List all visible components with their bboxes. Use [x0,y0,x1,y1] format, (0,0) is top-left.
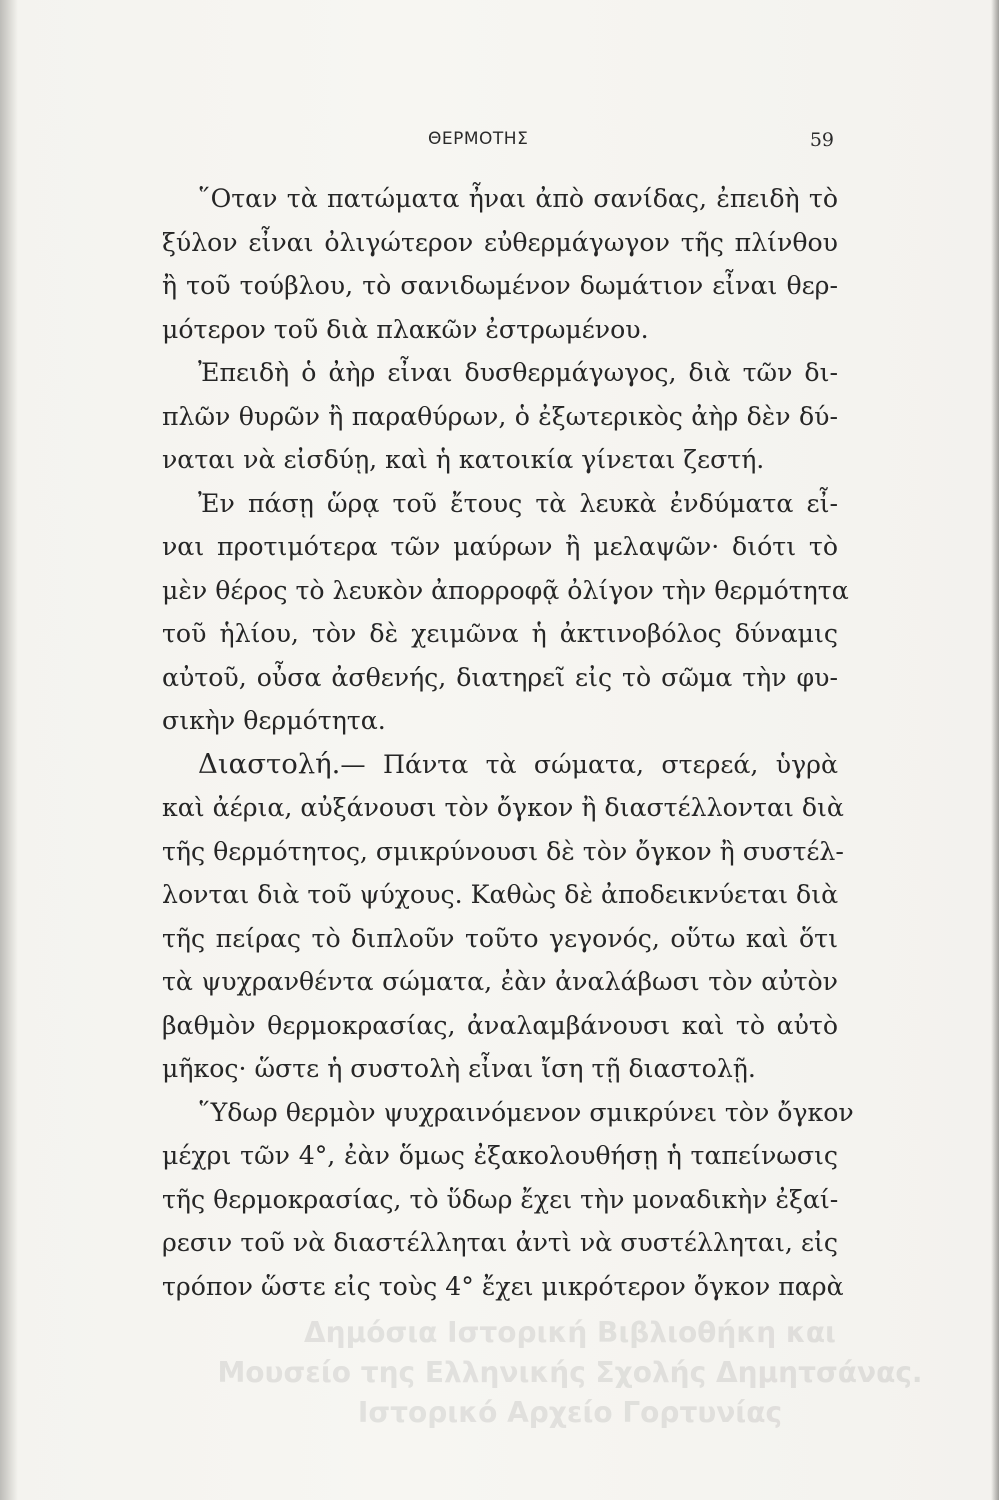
text-line: βαθμὸν θερμοκρασίας, ἀναλαμβάνουσι καὶ τὸ αὐτὸ [162,1010,838,1040]
page-header [166,129,834,159]
text-line: ναται νὰ εἰσδύῃ, καὶ ἡ κατοικία γίνεται ζεστή. [162,445,765,474]
text-line: τοῦ ἡλίου, τὸν δὲ χειμῶνα ἡ ἀκτινοβόλος δύναμις [162,619,838,648]
page-number: 59 [809,129,834,151]
text-line: αὐτοῦ, οὖσα ἀσθενής, διατηρεῖ εἰς τὸ σῶμα τὴν φυ- [162,662,838,692]
section-heading-line [162,743,838,787]
body-text [162,177,854,1308]
watermark-line: Δημόσια Ιστορική Βιβλιοθήκη και [304,1316,836,1349]
watermark-line: Μουσείο της Ελληνικής Σχολής Δημητσάνας. [217,1356,923,1389]
text-line: τῆς θερμοκρασίας, τὸ ὕδωρ ἔχει τὴν μοναδικὴν ἐξαί- [162,1184,839,1214]
text-line: ῞Οταν τὰ πατώματα ἦναι ἀπὸ σανίδας, ἐπειδὴ τὸ [198,184,838,213]
section-heading-continuation: — Πάντα τὰ σώματα, στερεά, ὑγρὰ [340,749,838,779]
text-line: τῆς θερμότητος, σμικρύνουσι δὲ τὸν ὄγκον ἢ συστέλ- [162,836,844,866]
text-line: μότερον τοῦ διὰ πλακῶν ἐστρωμένου. [162,314,649,344]
watermark-line: Ιστορικό Αρχείο Γορτυνίας [357,1396,783,1429]
text-line: τρόπον ὥστε εἰς τοὺς 4° ἔχει μικρότερον ὄγκον παρὰ [162,1271,844,1301]
text-line: Ἐν πάσῃ ὥρᾳ τοῦ ἔτους τὰ λευκὰ ἐνδύματα εἶ- [198,488,838,518]
text-line: μῆκος· ὥστε ἡ συστολὴ εἶναι ἴση τῇ διαστολῇ. [162,1054,756,1083]
text-line: τὰ ψυχρανθέντα σώματα, ἐὰν ἀναλάβωσι τὸν αὐτὸν [162,967,838,996]
text-line: ναι προτιμότερα τῶν μαύρων ἢ μελαψῶν· διότι τὸ [162,532,838,561]
text-line: ρεσιν τοῦ νὰ διαστέλληται ἀντὶ νὰ συστέλληται, εἰς [162,1228,838,1257]
text-line: τῆς πείρας τὸ διπλοῦν τοῦτο γεγονός, οὕτω καὶ ὅτι [162,923,838,953]
text-line: ῞Υδωρ θερμὸν ψυχραινόμενον σμικρύνει τὸν ὄγκον [198,1097,854,1127]
text-line: μέχρι τῶν 4°, ἐὰν ὅμως ἐξακολουθήσῃ ἡ ταπείνωσις [162,1141,838,1170]
library-watermark [160,1313,980,1433]
running-head: ΘΕΡΜΟΤΗΣ [428,129,529,149]
binding-shadow [0,0,18,1500]
text-line: πλῶν θυρῶν ἢ παραθύρων, ὁ ἐξωτερικὸς ἀὴρ δὲν δύ- [162,401,838,431]
text-line: Ἐπειδὴ ὁ ἀὴρ εἶναι δυσθερμάγωγος, διὰ τῶν δι- [198,358,838,387]
text-line: ξύλον εἶναι ὀλιγώτερον εὐθερμάγωγον τῆς πλίνθου [162,227,838,257]
text-line: σικὴν θερμότητα. [162,706,386,735]
section-heading: Διαστολή. [198,747,341,780]
text-line: λονται διὰ τοῦ ψύχους. Καθὼς δὲ ἀποδεικνύεται διὰ [162,880,839,909]
text-line: ἢ τοῦ τούβλου, τὸ σανιδωμένον δωμάτιον εἶναι θερ- [162,271,838,300]
page-edge [991,0,999,1500]
text-line: μὲν θέρος τὸ λευκὸν ἀπορροφᾷ ὀλίγον τὴν θερμότητα [162,575,849,605]
text-line: καὶ ἀέρια, αὐξάνουσι τὸν ὄγκον ἢ διαστέλλονται διὰ [162,793,844,822]
